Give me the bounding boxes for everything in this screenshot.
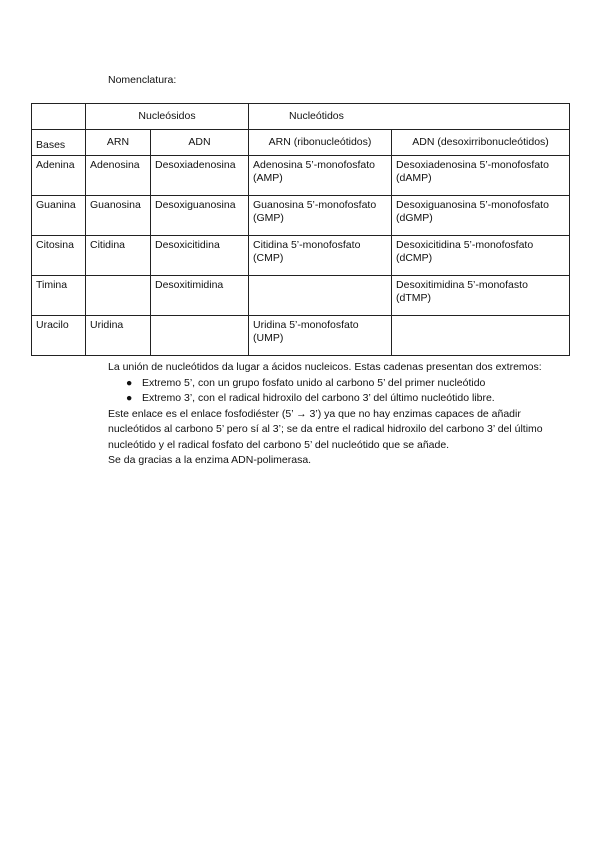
col-header-bases: Bases bbox=[32, 130, 86, 156]
page-heading: Nomenclatura: bbox=[108, 74, 177, 86]
extremes-list bbox=[108, 376, 548, 407]
cell-base: Adenina bbox=[32, 156, 86, 196]
body-text bbox=[108, 360, 548, 469]
table-row bbox=[32, 236, 570, 276]
cell-adn: Desoxiguanosina bbox=[151, 196, 249, 236]
bond-paragraph: Este enlace es el enlace fosfodiéster (5’ → 3’) ya que no hay enzimas capaces de añadir nucleótidos al carbono 5’ pero sí al 3’; se da entre el radical hidroxilo del carbono 3’ del último nucleótido y el radical fosfato del carbono 5’ del nucleótido que se añade. bbox=[108, 407, 543, 451]
cell-adn: Desoxicitidina bbox=[151, 236, 249, 276]
cell-adn-nt: Desoxiadenosina 5’-monofosfato (dAMP) bbox=[392, 156, 570, 196]
col-header-adn-nt: ADN (desoxirribonucleótidos) bbox=[392, 130, 570, 156]
cell-adn-nt: Desoxicitidina 5’-monofosfato (dCMP) bbox=[392, 236, 570, 276]
cell-adn-nt: Desoxiguanosina 5’-monofosfato (dGMP) bbox=[392, 196, 570, 236]
table-group-header-row bbox=[32, 104, 570, 130]
cell-base: Uracilo bbox=[32, 316, 86, 356]
bullet-text: Extremo 5’, con un grupo fosfato unido al carbono 5’ del primer nucleótido bbox=[142, 376, 486, 389]
cell-adn: Desoxiadenosina bbox=[151, 156, 249, 196]
cell-base: Citosina bbox=[32, 236, 86, 276]
cell-adn bbox=[151, 316, 249, 356]
cell-base: Timina bbox=[32, 276, 86, 316]
cell-arn-nt: Uridina 5’-monofosfato (UMP) bbox=[249, 316, 392, 356]
cell-arn-nt: Citidina 5’-monofosfato (CMP) bbox=[249, 236, 392, 276]
enzyme-paragraph: Se da gracias a la enzima ADN-polimerasa. bbox=[108, 454, 312, 466]
cell-arn-nt: Guanosina 5’-monofosfato (GMP) bbox=[249, 196, 392, 236]
cell-arn-nt: Adenosina 5’-monofosfato (AMP) bbox=[249, 156, 392, 196]
cell-arn bbox=[86, 276, 151, 316]
list-item bbox=[126, 376, 548, 392]
table-column-header-row bbox=[32, 130, 570, 156]
bullet-icon: ● bbox=[126, 392, 133, 404]
group-header-nucleosidos: Nucleósidos bbox=[86, 104, 249, 130]
col-header-arn: ARN bbox=[86, 130, 151, 156]
table-row bbox=[32, 276, 570, 316]
table-row bbox=[32, 156, 570, 196]
col-header-arn-nt: ARN (ribonucleótidos) bbox=[249, 130, 392, 156]
cell-arn: Guanosina bbox=[86, 196, 151, 236]
cell-arn: Uridina bbox=[86, 316, 151, 356]
group-header-nucleotidos bbox=[249, 104, 570, 130]
col-header-adn: ADN bbox=[151, 130, 249, 156]
cell-adn-nt: Desoxitimidina 5’-monofasto (dTMP) bbox=[392, 276, 570, 316]
empty-header-cell bbox=[32, 104, 86, 130]
cell-arn: Adenosina bbox=[86, 156, 151, 196]
cell-adn: Desoxitimidina bbox=[151, 276, 249, 316]
group-header-nucleotidos-label: Nucleótidos bbox=[289, 110, 344, 122]
intro-paragraph: La unión de nucleótidos da lugar a ácidos nucleicos. Estas cadenas presentan dos extremos: bbox=[108, 361, 542, 373]
nomenclature-table bbox=[31, 103, 570, 356]
table-row bbox=[32, 316, 570, 356]
bullet-icon: ● bbox=[126, 376, 133, 389]
table-row bbox=[32, 196, 570, 236]
list-item bbox=[126, 391, 548, 407]
cell-arn: Citidina bbox=[86, 236, 151, 276]
cell-arn-nt bbox=[249, 276, 392, 316]
cell-adn-nt bbox=[392, 316, 570, 356]
bullet-text: Extremo 3’, con el radical hidroxilo del carbono 3’ del último nucleótido libre. bbox=[142, 392, 495, 404]
cell-base: Guanina bbox=[32, 196, 86, 236]
